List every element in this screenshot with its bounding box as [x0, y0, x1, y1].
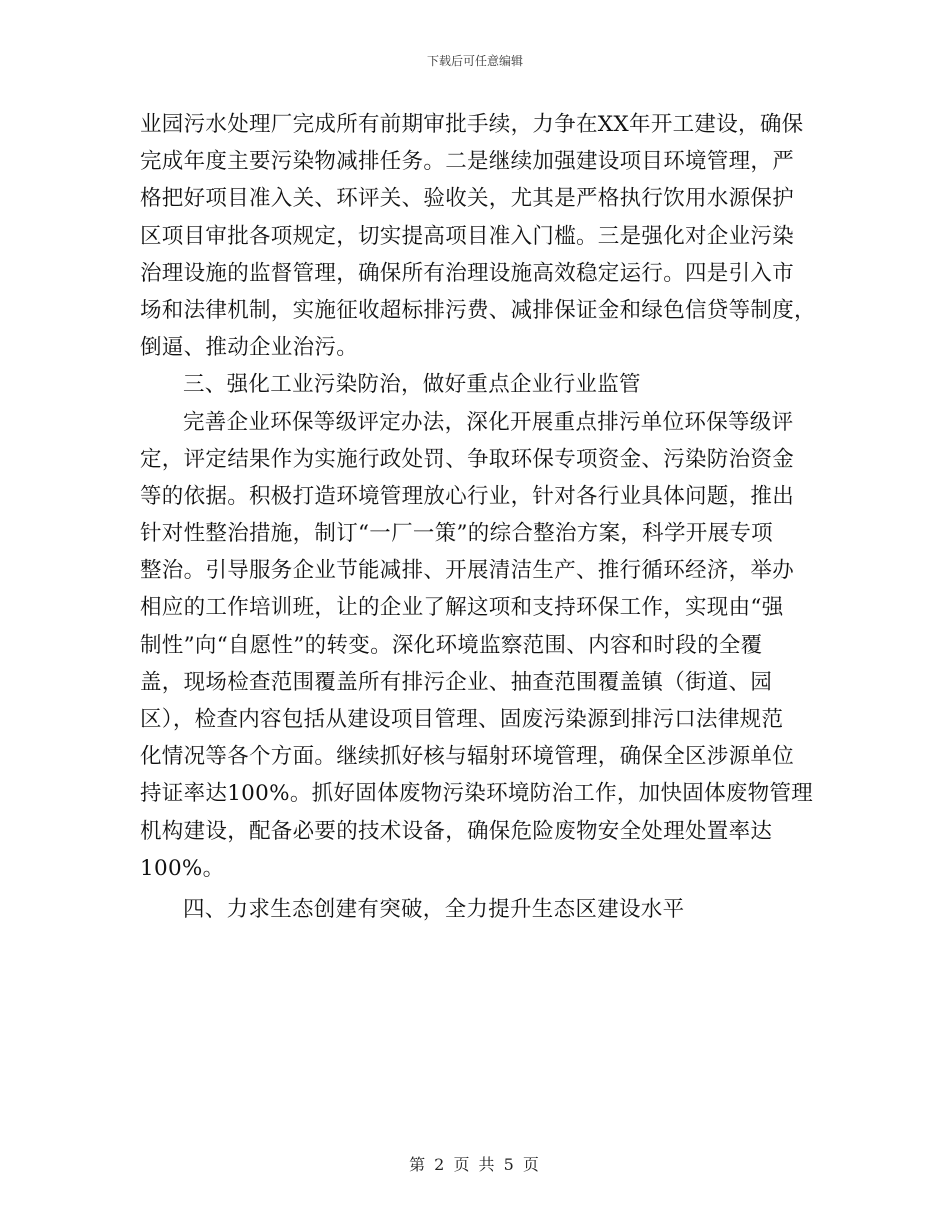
body-line: 等的依据。积极打造环境管理放心行业，针对各行业具体问题，推出 [140, 483, 795, 509]
body-line: 100%。 [140, 855, 225, 881]
body-line: 针对性整治措施，制订“一厂一策”的综合整治方案，科学开展专项 [140, 521, 773, 547]
body-line: 整治。引导服务企业节能减排、开展清洁生产、推行循环经济，举办 [140, 558, 795, 584]
body-line: 相应的工作培训班，让的企业了解这项和支持环保工作，实现由“强 [140, 595, 784, 621]
body-line: 区项目审批各项规定，切实提高项目准入门槛。三是强化对企业污染 [140, 223, 795, 249]
body-line: 制性”向“自愿性”的转变。深化环境监察范围、内容和时段的全覆 [140, 632, 763, 658]
body-line: 完成年度主要污染物减排任务。二是继续加强建设项目环境管理，严 [140, 149, 795, 175]
body-line: 持证率达100%。抓好固体废物污染环境防治工作，加快固体废物管理 [140, 781, 814, 807]
body-line: 盖，现场检查范围覆盖所有排污企业、抽查范围覆盖镇（街道、园 [140, 669, 773, 695]
page-header-note: 下载后可任意编辑 [426, 54, 523, 68]
body-line: 机构建设，配备必要的技术设备，确保危险废物安全处理处置率达 [140, 818, 773, 844]
body-line: 区），检查内容包括从建设项目管理、固废污染源到排污口法律规范 [140, 707, 784, 732]
section-heading-4: 四、力求生态创建有突破，全力提升生态区建设水平 [183, 896, 685, 922]
document-body [140, 106, 816, 928]
body-line: 倒逼、推动企业治污。 [140, 335, 359, 361]
body-line: 治理设施的监督管理，确保所有治理设施高效稳定运行。四是引入市 [140, 260, 795, 286]
page-number-footer: 第 2 页 共 5 页 [409, 1155, 541, 1174]
body-line: 场和法律机制，实施征收超标排污费、减排保证金和绿色信贷等制度， [140, 297, 816, 323]
body-line: 化情况等各个方面。继续抓好核与辐射环境管理，确保全区涉源单位 [140, 744, 795, 770]
section-heading-3: 三、强化工业污染防治，做好重点企业行业监管 [183, 372, 641, 398]
body-line: 格把好项目准入关、环评关、验收关，尤其是严格执行饮用水源保护 [140, 186, 795, 212]
body-line: 完善企业环保等级评定办法，深化开展重点排污单位环保等级评 [183, 409, 794, 435]
body-line: 定，评定结果作为实施行政处罚、争取环保专项资金、污染防治资金 [140, 446, 795, 472]
body-line: 业园污水处理厂完成所有前期审批手续，力争在XX年开工建设，确保 [140, 112, 804, 137]
